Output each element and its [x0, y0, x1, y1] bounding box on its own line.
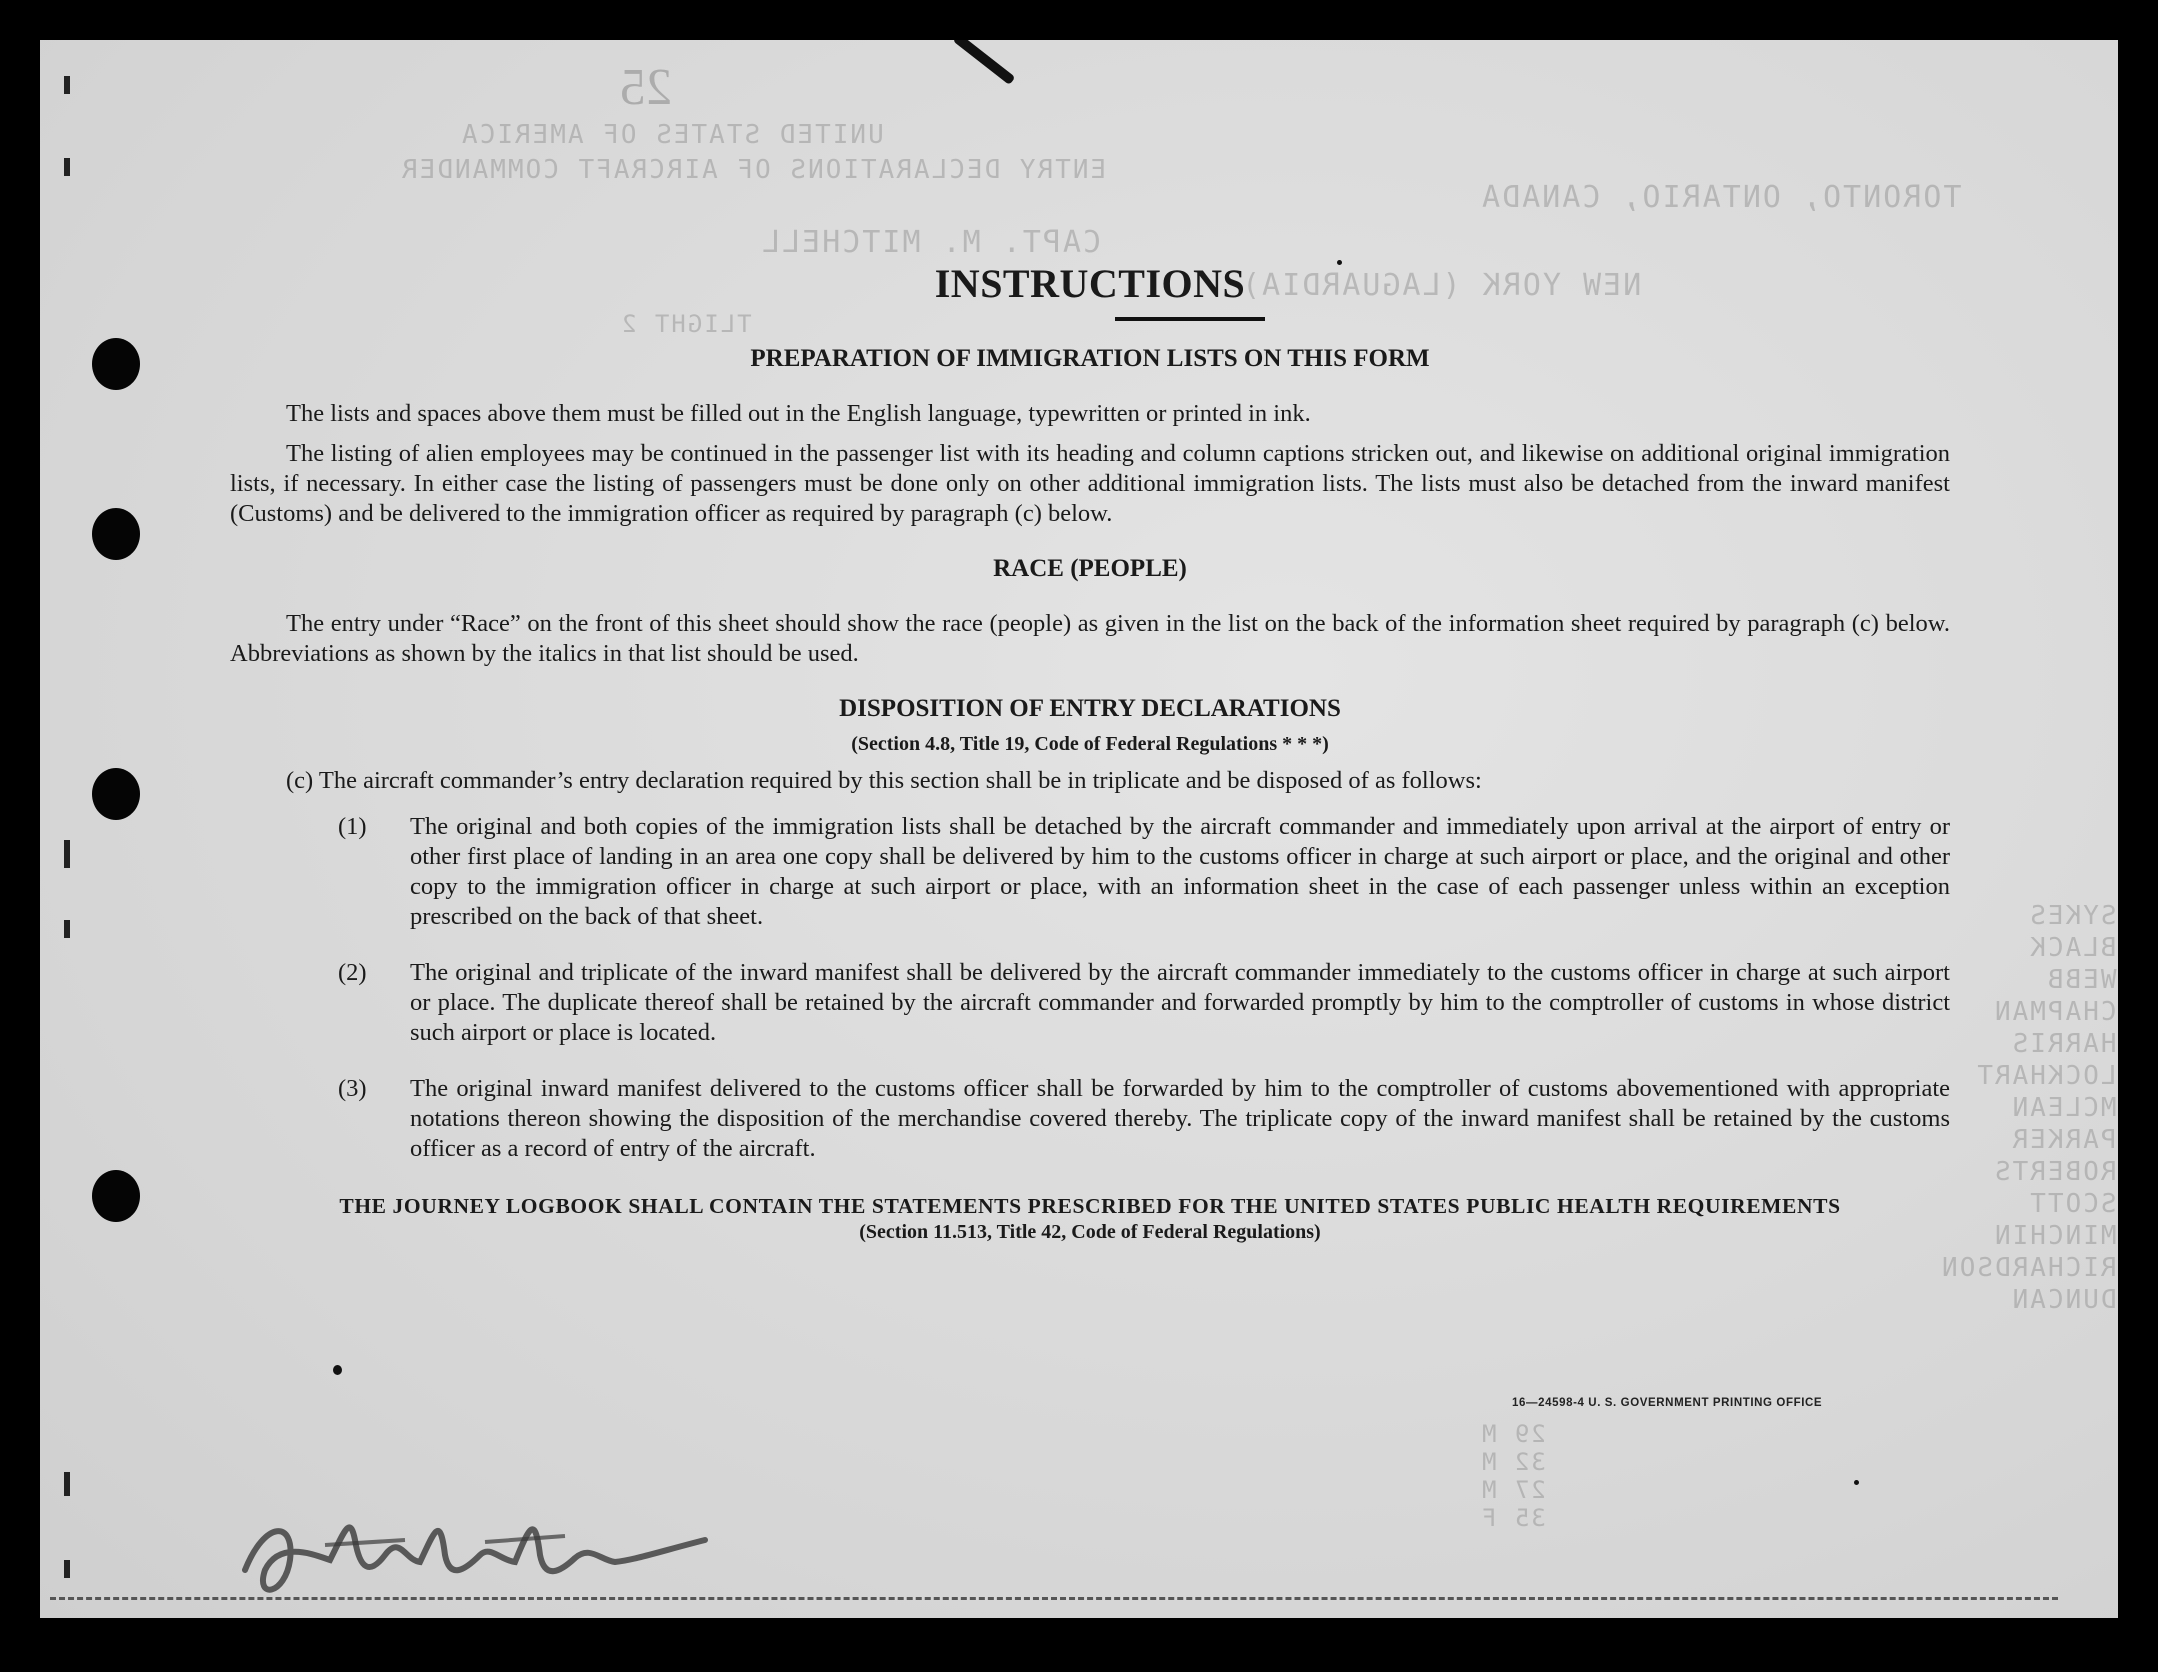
section-heading-disposition: DISPOSITION OF ENTRY DECLARATIONS: [839, 695, 1341, 722]
margin-mark: [64, 840, 70, 868]
punch-hole: [92, 1170, 140, 1222]
ink-speck: [1854, 1480, 1859, 1485]
margin-mark: [64, 158, 70, 176]
paragraph: (c) The aircraft commander’s entry declaration required by this section shall be in triplicate and be disposed of as follows:: [286, 767, 1482, 794]
item-number: (1): [338, 813, 367, 840]
item-text: The original and triplicate of the inward manifest shall be delivered by the aircraft commander immediately to the customs officer in charge at such airport or place. The duplicate thereof shall be retained by the aircraft commander and forwarded promptly by him to the comptroller of customs in whose district such airport or place is located.: [410, 959, 1950, 1046]
printing-office-imprint: 16—24598-4 U. S. GOVERNMENT PRINTING OFFICE: [1512, 1397, 1823, 1409]
ghost-text: CAPT. M. MITCHELL: [760, 225, 1102, 260]
item-number: (2): [338, 959, 367, 986]
instructions-body: [230, 260, 1950, 1244]
ghost-text: NEW YORK (LAGUARDIA): [1240, 268, 1642, 303]
section-heading-race: RACE (PEOPLE): [993, 555, 1187, 582]
item-text: The original and both copies of the immigration lists shall be detached by the aircraft commander and immediately upon arrival at the airport of entry or other first place of landing in an area one copy shall be delivered by him to the customs officer in charge at such airport or place, and the original and other copy to the immigration officer in charge at such airport or place, with an information sheet in the case of each passenger unless within an exception prescribed on the back of that sheet.: [410, 813, 1950, 930]
page-number: 25: [620, 59, 672, 116]
ghost-text: TORONTO, ONTARIO, CANADA: [1480, 180, 1962, 215]
punch-hole: [92, 338, 140, 390]
health-notice-citation: (Section 11.513, Title 42, Code of Federal Regulations): [859, 1221, 1321, 1243]
ink-speck: [333, 1365, 342, 1375]
paragraph: The entry under “Race” on the front of this sheet should show the race (people) as given in the list on the back of the information sheet required by paragraph (c) below. Abbreviations as shown by the italics in that list should be used.: [230, 610, 1950, 667]
ghost-text: SYKES BLACK WEBB CHAPMAN HARRIS LOCKHART MCLEAN PARKER ROBERTS SCOTT MINCHIN RICHARDSON DUNCAN: [1940, 901, 2117, 1315]
ghost-text: 29 M 32 M 27 M 35 F: [1480, 1420, 1546, 1532]
list-item: [230, 1074, 1950, 1164]
ghost-text: UNITED STATES OF AMERICA: [460, 120, 884, 150]
section-heading-preparation: PREPARATION OF IMMIGRATION LISTS ON THIS FORM: [750, 345, 1430, 372]
margin-mark: [64, 1560, 70, 1578]
document-sheet: [40, 40, 2118, 1618]
health-notice: THE JOURNEY LOGBOOK SHALL CONTAIN THE STATEMENTS PRESCRIBED FOR THE UNITED STATES PUBLIC HEALTH REQUIREMENTS: [339, 1194, 1841, 1218]
section-citation: (Section 4.8, Title 19, Code of Federal Regulations * * *): [851, 733, 1329, 755]
paragraph: The lists and spaces above them must be filled out in the English language, typewritten or printed in ink.: [286, 400, 1311, 427]
pencil-mark: [953, 40, 1016, 85]
margin-mark: [64, 76, 70, 94]
paragraph: The listing of alien employees may be continued in the passenger list with its heading and column captions stricken out, and likewise on additional original immigration lists, if necessary. In either case the listing of passengers must be done only on other additional immigration lists. The lists must also be detached from the inward manifest (Customs) and be delivered to the immigration officer as required by paragraph (c) below.: [230, 440, 1950, 527]
ghost-text: TLIGHT 2: [620, 310, 752, 338]
list-item: [230, 812, 1950, 932]
margin-mark: [64, 920, 70, 938]
handwritten-signature: [235, 1500, 755, 1618]
list-item: [230, 958, 1950, 1048]
ghost-text: ENTRY DECLARATIONS OF AIRCRAFT COMMANDER: [400, 155, 1107, 185]
punch-hole: [92, 768, 140, 820]
page-title: INSTRUCTIONS: [934, 261, 1246, 306]
item-text: The original inward manifest delivered to the customs officer shall be forwarded by him to the comptroller of customs abovementioned with appropriate notations thereon showing the disposition of the merchandise covered thereby. The triplicate copy of the inward manifest shall be retained by the customs officer as a record of entry of the aircraft.: [410, 1075, 1950, 1162]
margin-mark: [64, 1472, 70, 1496]
title-rule: [1115, 317, 1265, 321]
item-number: (3): [338, 1075, 367, 1102]
punch-hole: [92, 508, 140, 560]
